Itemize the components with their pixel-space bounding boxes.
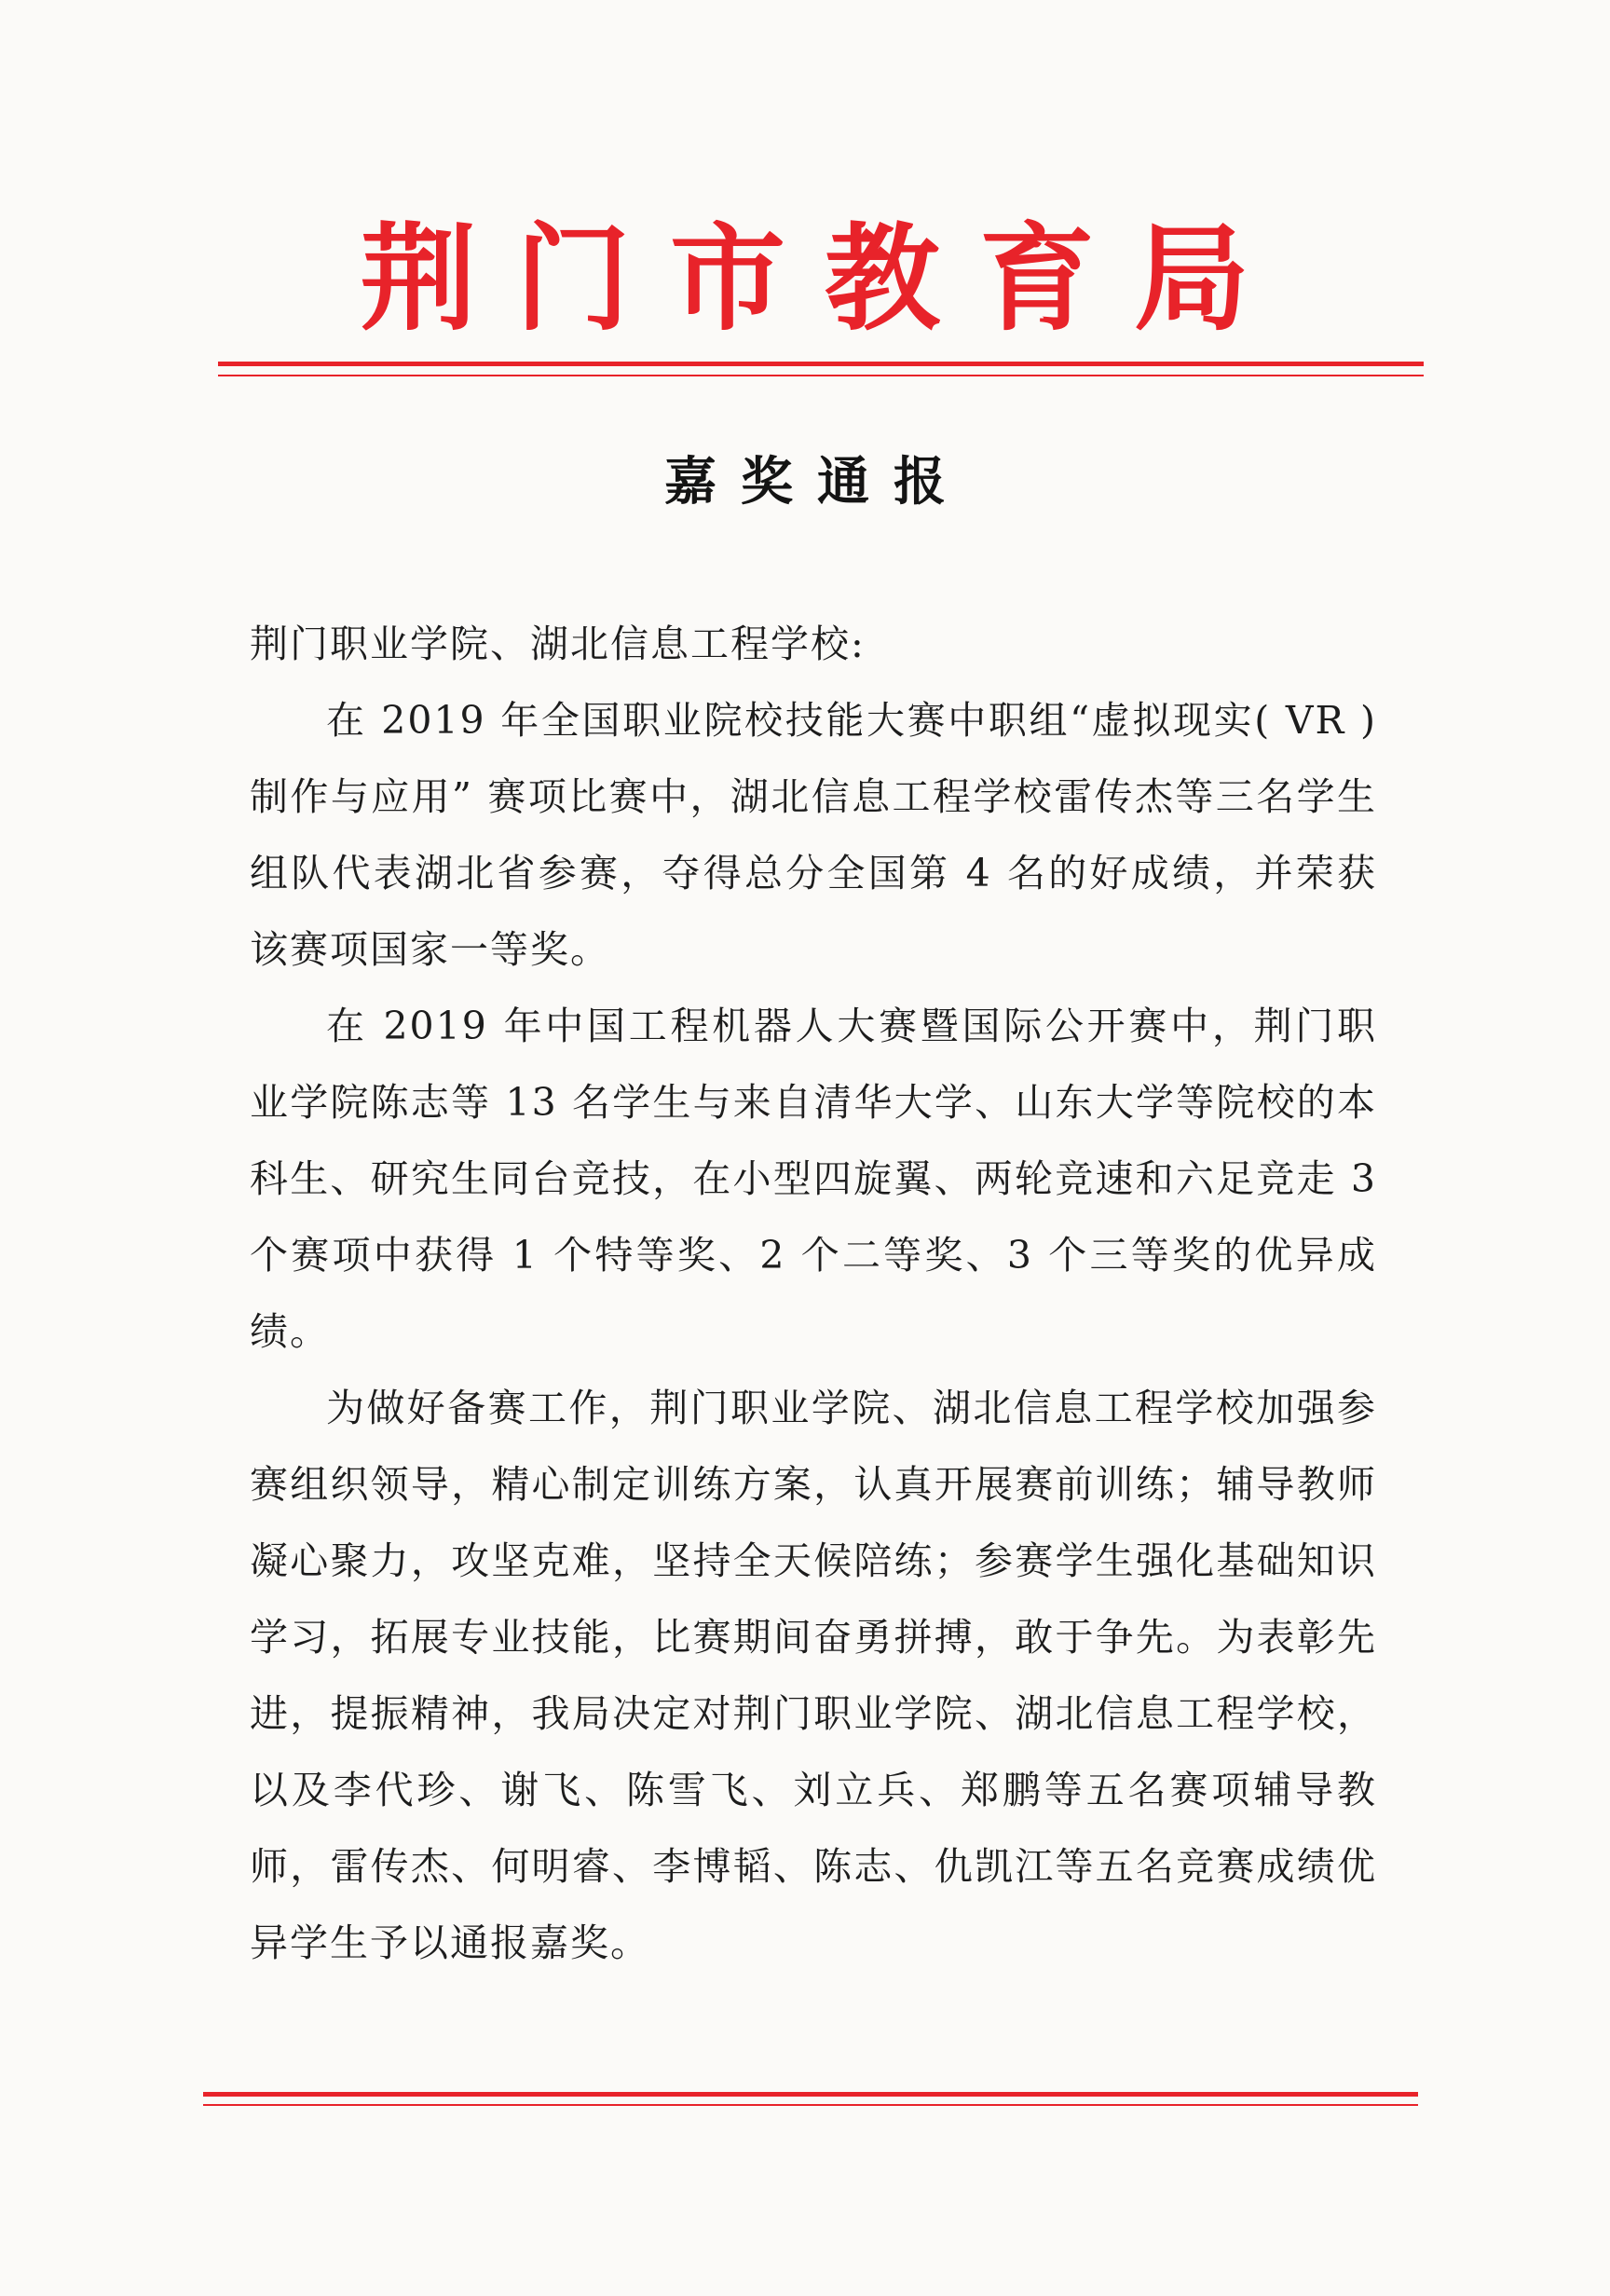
paragraph-robot-competition: 在 2019 年中国工程机器人大赛暨国际公开赛中，荆门职业学院陈志等 13 名学生与来自清华大学、山东大学等院校的本科生、研究生同台竞技，在小型四旋翼、两轮竞速和六足竞走 3 个赛项中获得 1 个特等奖、2 个二等奖、3 个三等奖的优异成绩。 bbox=[250, 1004, 1377, 1354]
document-body bbox=[250, 606, 1377, 1981]
footer-rule-thick bbox=[203, 2092, 1418, 2097]
letterhead-issuer: 荆门市教育局 bbox=[360, 212, 1289, 347]
document-title: 嘉奖通报 bbox=[664, 452, 970, 512]
footer-rule-thin bbox=[203, 2104, 1418, 2106]
paragraph-vr-competition: 在 2019 年全国职业院校技能大赛中职组“虚拟现实( VR )制作与应用” 赛项比赛中，湖北信息工程学校雷传杰等三名学生组队代表湖北省参赛，夺得总分全国第 4 名的好成绩，并荣获该赛项国家一等奖。 bbox=[250, 698, 1377, 972]
letterhead-rule-thin bbox=[218, 375, 1424, 376]
salutation: 荆门职业学院、湖北信息工程学校: bbox=[250, 622, 866, 666]
paragraph-commendation: 为做好备赛工作，荆门职业学院、湖北信息工程学校加强参赛组织领导，精心制定训练方案，认真开展赛前训练；辅导教师凝心聚力，攻坚克难，坚持全天候陪练；参赛学生强化基础知识学习，拓展专业技能，比赛期间奋勇拼搏，敢于争先。为表彰先进，提振精神，我局决定对荆门职业学院、湖北信息工程学校，以及李代珍、谢飞、陈雪飞、刘立兵、郑鹏等五名赛项辅导教师，雷传杰、何明睿、李博韬、陈志、仇凯江等五名竞赛成绩优异学生予以通报嘉奖。 bbox=[250, 1386, 1377, 1965]
letterhead-rule-thick bbox=[218, 362, 1424, 366]
